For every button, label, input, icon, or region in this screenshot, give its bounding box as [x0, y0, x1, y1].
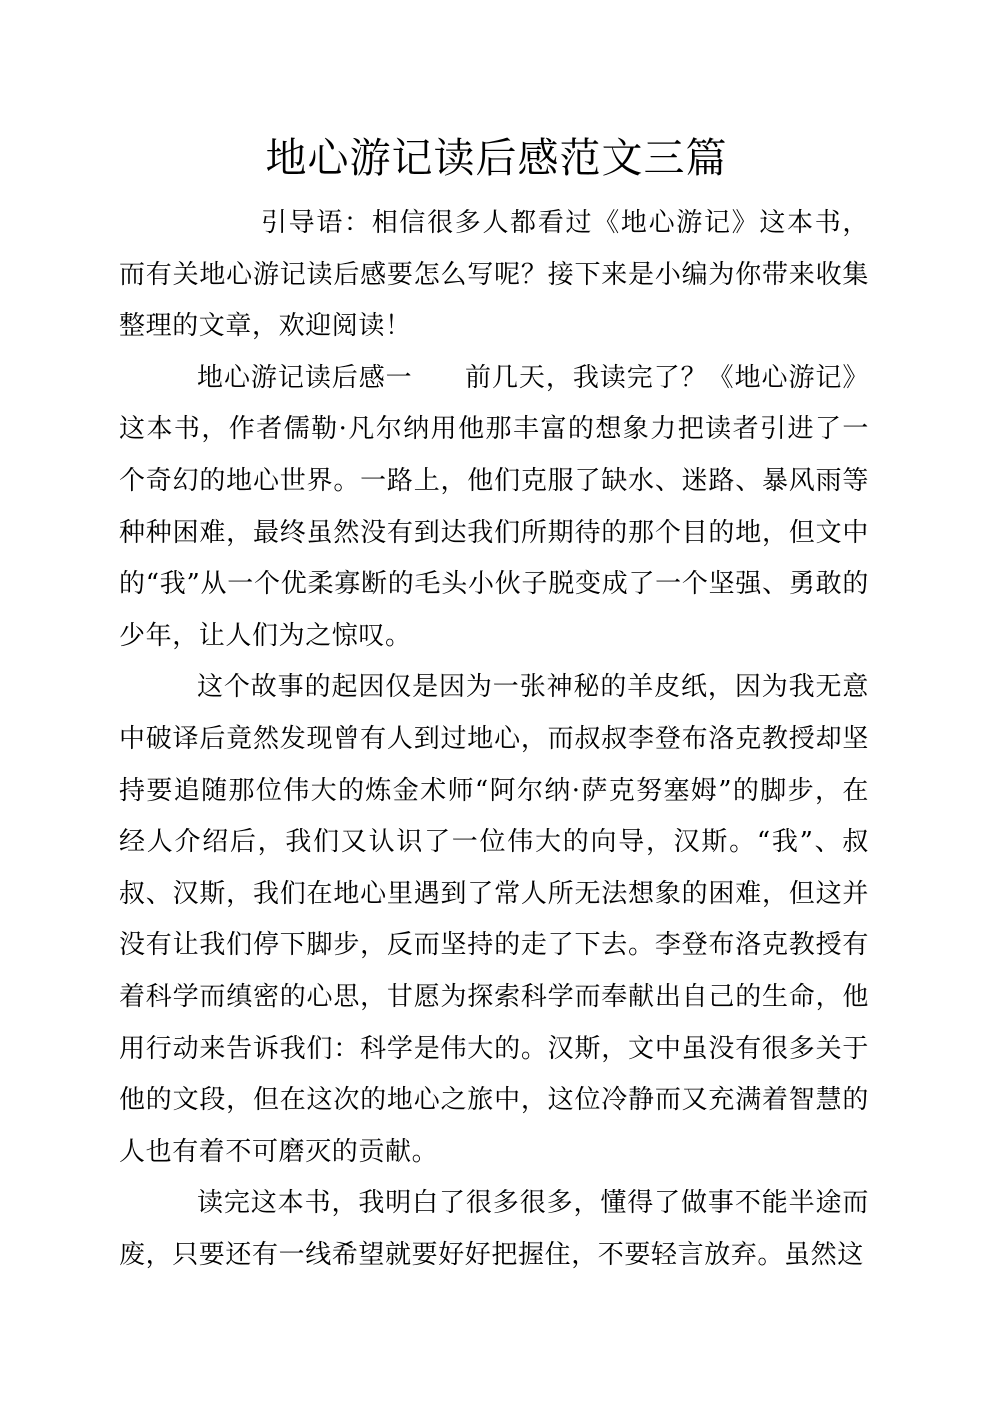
document-title: 地心游记读后感范文三篇: [265, 134, 728, 182]
paragraph-3: 读完这本书，我明白了很多很多，懂得了做事不能半途而废，只要还有一线希望就要好好把握住，不要轻言放弃。虽然这: [119, 1188, 869, 1270]
section1-heading: 地心游记读后感一: [197, 362, 413, 393]
paragraph-2: 这个故事的起因仅是因为一张神秘的羊皮纸，因为我无意中破译后竟然发现曾有人到过地心，而叔叔李登布洛克教授却坚持要追随那位伟大的炼金术师“阿尔纳·萨克努塞姆”的脚步，在经人介绍后，我们又认识了一位伟大的向导，汉斯。“我”、叔叔、汉斯，我们在地心里遇到了常人所无法想象的困难，但这并没有让我们停下脚步，反而坚持的走了下去。李登布洛克教授有着科学而缜密的心思，甘愿为探索科学而奉献出自己的生命，他用行动来告诉我们：科学是伟大的。汉斯，文中虽没有很多关于他的文段，但在这次的地心之旅中，这位冷静而又充满着智慧的人也有着不可磨灭的贡献。: [119, 672, 869, 1167]
section1-paragraph: [119, 353, 869, 663]
intro-paragraph: 引导语：相信很多人都看过《地心游记》这本书，而有关地心游记读后感要怎么写呢？接下来是小编为你带来收集整理的文章，欢迎阅读！: [119, 208, 869, 342]
section1-first-text: 前几天，我读完了？《地心游记》这本书，作者儒勒·凡尔纳用他那丰富的想象力把读者引进了一个奇幻的地心世界。一路上，他们克服了缺水、迷路、暴风雨等种种困难，最终虽然没有到达我们所期待的那个目的地，但文中的“我”从一个优柔寡断的毛头小伙子脱变成了一个坚强、勇敢的少年，让人们为之惊叹。: [119, 362, 869, 651]
document-body: [119, 198, 869, 1281]
